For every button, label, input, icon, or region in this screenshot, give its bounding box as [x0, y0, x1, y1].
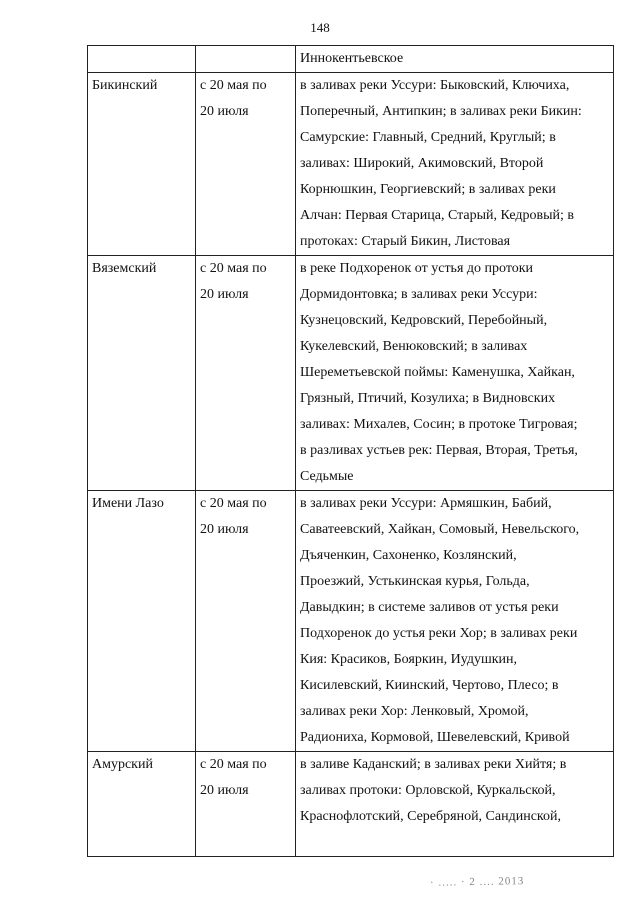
places-line: в заливах реки Уссури: Армяшкин, Бабий, — [300, 496, 552, 511]
period-line: с 20 мая по — [200, 261, 267, 276]
places-line: в заливах реки Уссури: Быковский, Ключиха, — [300, 78, 570, 93]
places-line: Кия: Красиков, Бояркин, Иудушкин, — [300, 652, 518, 667]
places-line: Алчан: Первая Старица, Старый, Кедровый; в — [300, 208, 575, 223]
places-cell — [296, 491, 614, 752]
places-cell — [296, 256, 614, 491]
places-line: заливах протоки: Орловской, Куркальской, — [300, 783, 556, 798]
district-name: Имени Лазо — [92, 496, 164, 511]
places-line: Поперечный, Антипкин; в заливах реки Бикин: — [300, 104, 582, 119]
district-name: Вяземский — [92, 261, 157, 276]
places-line: Шереметьевской поймы: Каменушка, Хайкан, — [300, 365, 575, 380]
period-cell — [196, 256, 296, 491]
places-line: Дъяченкин, Сахоненко, Козлянский, — [300, 548, 517, 563]
period-cell — [196, 752, 296, 857]
table-row — [88, 491, 614, 752]
places-line: в разливах устьев рек: Первая, Вторая, Третья, — [300, 443, 578, 458]
places-line: в заливе Каданский; в заливах реки Хийтя; в — [300, 757, 567, 772]
period-cell — [196, 46, 296, 73]
period-line: 20 июля — [200, 783, 249, 798]
places-line: Кукелевский, Венюковский; в заливах — [300, 339, 528, 354]
places-line: в реке Подхоренок от устья до протоки — [300, 261, 534, 276]
places-line: Дормидонтовка; в заливах реки Уссури: — [300, 287, 538, 302]
places-line: Седьмые — [300, 469, 354, 484]
places-line: Корнюшкин, Георгиевский; в заливах реки — [300, 182, 556, 197]
places-cell — [296, 46, 614, 73]
places-line: Радиониха, Кормовой, Шевелевский, Кривой — [300, 730, 570, 745]
district-cell — [88, 46, 196, 73]
period-line: 20 июля — [200, 522, 249, 537]
places-cell — [296, 752, 614, 857]
places-line — [300, 830, 609, 856]
district-cell — [88, 256, 196, 491]
places-line: Кузнецовский, Кедровский, Перебойный, — [300, 313, 548, 328]
district-cell — [88, 73, 196, 256]
district-cell — [88, 491, 196, 752]
places-line: Давыдкин; в системе заливов от устья реки — [300, 600, 559, 615]
places-line: Самурские: Главный, Средний, Круглый; в — [300, 130, 556, 145]
places-line: Саватеевский, Хайкан, Сомовый, Невельского, — [300, 522, 580, 537]
places-line: Проезжий, Устькинская курья, Гольда, — [300, 574, 530, 589]
places-line: заливах: Михалев, Сосин; в протоке Тигровая; — [300, 417, 578, 432]
stamp-mark: · ..... · 2 .... 2013 — [429, 875, 525, 889]
period-line: с 20 мая по — [200, 496, 267, 511]
places-line: Подхоренок до устья реки Хор; в заливах реки — [300, 626, 578, 641]
period-line: с 20 мая по — [200, 757, 267, 772]
places-line: Грязный, Птичий, Козулиха; в Видновских — [300, 391, 556, 406]
period-line: 20 июля — [200, 104, 249, 119]
places-line: заливах реки Хор: Ленковый, Хромой, — [300, 704, 529, 719]
places-line: Краснофлотский, Серебряной, Сандинской, — [300, 809, 562, 824]
district-name: Амурский — [92, 757, 153, 772]
page-number: 148 — [310, 20, 330, 35]
table-row — [88, 73, 614, 256]
places-line: заливах: Широкий, Акимовский, Второй — [300, 156, 544, 171]
places-line: Иннокентьевское — [300, 51, 404, 66]
district-cell — [88, 752, 196, 857]
period-line: 20 июля — [200, 287, 249, 302]
table-row — [88, 256, 614, 491]
places-line: протоках: Старый Бикин, Листовая — [300, 234, 511, 249]
period-cell — [196, 491, 296, 752]
regulations-table — [87, 45, 614, 857]
district-name: Бикинский — [92, 78, 158, 93]
places-cell — [296, 73, 614, 256]
table-row — [88, 752, 614, 857]
places-line: Кисилевский, Киинский, Чертово, Плесо; в — [300, 678, 559, 693]
period-cell — [196, 73, 296, 256]
table-row — [88, 46, 614, 73]
period-line: с 20 мая по — [200, 78, 267, 93]
